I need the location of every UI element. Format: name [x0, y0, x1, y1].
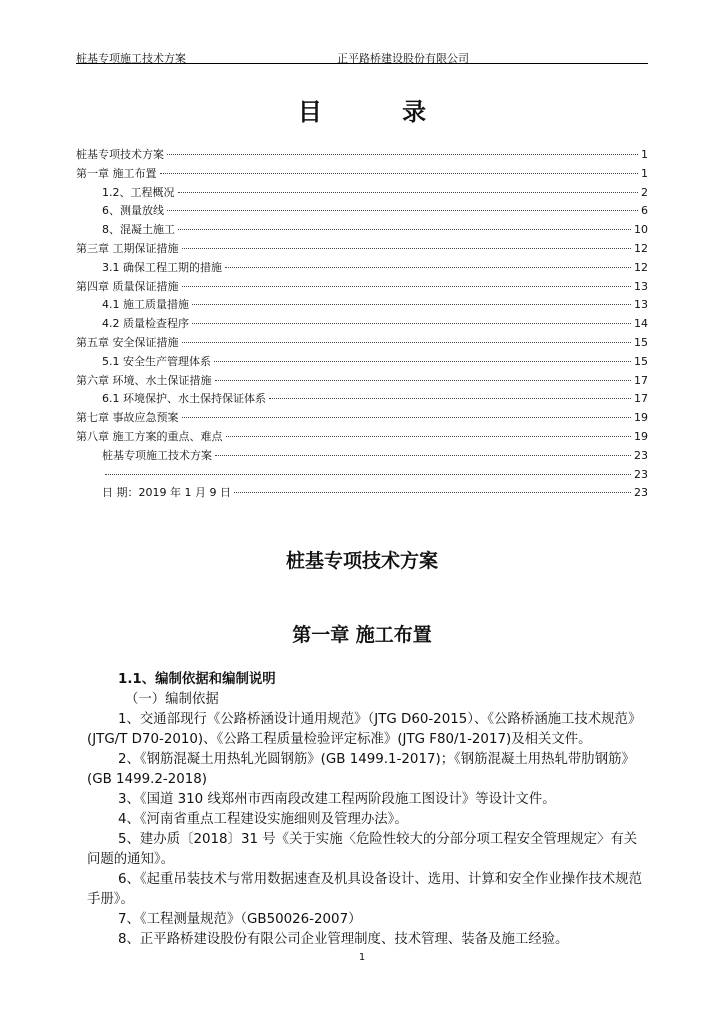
toc-entry-label: 第一章 施工布置	[76, 166, 157, 180]
toc-entry-label: 4.2 质量检查程序	[102, 317, 189, 331]
toc-dot-leader	[215, 455, 631, 456]
toc-entry-page: 6	[641, 204, 648, 218]
toc-entry-page: 15	[634, 335, 648, 349]
main-title: 桩基专项技术方案	[285, 550, 438, 572]
toc-entry-page: 2	[641, 185, 648, 199]
toc-entry[interactable]	[76, 447, 648, 466]
toc-entry-label: 第五章 安全保证措施	[76, 335, 179, 349]
toc-entry-page: 15	[634, 354, 648, 368]
toc-dot-leader	[234, 492, 631, 493]
toc-entry[interactable]	[76, 315, 648, 334]
toc-entry-page: 19	[634, 429, 648, 443]
toc-entry[interactable]	[76, 165, 648, 184]
toc-entry-page: 23	[634, 467, 648, 481]
toc-entry-label: 日 期：2019 年 1 月 9 日	[102, 486, 231, 500]
toc-entry-label: 6、测量放线	[102, 204, 164, 218]
toc-dot-leader	[182, 342, 632, 343]
toc-entry-label: 5.1 安全生产管理体系	[102, 354, 211, 368]
paragraph: 1、交通部现行《公路桥涵设计通用规范》（JTG D60-2015）、《公路桥涵施工技术规范》(JTG/T D70-2010)、《公路工程质量检验评定标准》(JTG F80/1-2017)及相关文件。	[87, 712, 642, 747]
paragraph: 8、正平路桥建设股份有限公司企业管理制度、技术管理、装备及施工经验。	[118, 932, 569, 947]
toc-dot-leader	[182, 417, 632, 418]
toc-entry[interactable]	[76, 221, 648, 240]
toc-dot-leader	[167, 210, 638, 211]
page-number: 1	[358, 952, 366, 963]
toc-entry-label: 桩基专项技术方案	[76, 148, 164, 161]
toc-entry-page: 23	[634, 486, 648, 500]
toc-entry-page: 17	[634, 373, 648, 387]
toc-entry[interactable]	[76, 484, 648, 503]
toc-entry-page: 17	[634, 392, 648, 406]
toc-entry-label: 4.1 施工质量措施	[102, 298, 189, 312]
toc-dot-leader	[214, 361, 631, 362]
toc-entry-label: 第八章 施工方案的重点、难点	[76, 429, 223, 443]
toc-entry-page: 14	[634, 317, 648, 331]
paragraph: 5、建办质〔2018〕31 号《关于实施〈危险性较大的分部分项工程安全管理规定〉有关问题的通知》。	[87, 832, 638, 867]
toc-entry[interactable]	[76, 184, 648, 203]
toc-entry-label: 第四章 质量保证措施	[76, 279, 179, 293]
toc-entry[interactable]	[76, 428, 648, 447]
paragraph: 6、《起重吊装技术与常用数据速查及机具设备设计、选用、计算和安全作业操作技术规范手册》。	[87, 872, 643, 907]
toc-dot-leader	[178, 192, 639, 193]
toc-entry[interactable]	[76, 240, 648, 259]
toc-entry-page: 19	[634, 411, 648, 425]
toc-dot-leader	[178, 229, 631, 230]
toc-dot-leader	[182, 248, 632, 249]
paragraph: 2、《钢筋混凝土用热轧光圆钢筋》(GB 1499.1-2017)；《钢筋混凝土用热轧带肋钢筋》(GB 1499.2-2018)	[87, 752, 635, 787]
table-of-contents	[76, 146, 648, 503]
toc-entry[interactable]	[76, 372, 648, 391]
toc-entry-page: 1	[641, 166, 648, 180]
paragraph: 4、《河南省重点工程建设实施细则及管理办法》。	[118, 812, 408, 827]
toc-entry-label: 桩基专项施工技术方案	[102, 448, 212, 462]
toc-entry[interactable]	[76, 409, 648, 428]
toc-entry[interactable]	[76, 146, 648, 165]
toc-entry-page: 1	[641, 148, 648, 161]
toc-entry-label: 第七章 事故应急预案	[76, 411, 179, 425]
toc-dot-leader	[215, 380, 632, 381]
toc-entry[interactable]	[76, 278, 648, 297]
subsection-title: （一）编制依据	[125, 692, 219, 707]
chapter-title: 第一章 施工布置	[292, 624, 432, 646]
toc-entry[interactable]	[76, 296, 648, 315]
toc-entry-label: 6.1 环境保护、水土保持保证体系	[102, 392, 266, 406]
toc-entry-label: 8、混凝土施工	[102, 223, 175, 237]
toc-entry[interactable]	[76, 353, 648, 372]
toc-dot-leader	[192, 304, 631, 305]
section-title: 1.1、编制依据和编制说明	[118, 672, 276, 687]
toc-entry-page: 12	[634, 260, 648, 274]
toc-dot-leader	[105, 474, 631, 475]
toc-title: 目 录	[297, 98, 463, 126]
toc-entry-page: 12	[634, 241, 648, 255]
toc-dot-leader	[192, 323, 631, 324]
toc-entry[interactable]	[76, 334, 648, 353]
paragraph: 7、《工程测量规范》（GB50026-2007）	[118, 912, 362, 927]
toc-dot-leader	[226, 436, 632, 437]
toc-entry-label: 第六章 环境、水土保证措施	[76, 373, 212, 387]
toc-entry[interactable]	[76, 202, 648, 221]
toc-entry-label: 3.1 确保工程工期的措施	[102, 260, 222, 274]
toc-entry[interactable]	[76, 466, 648, 485]
toc-dot-leader	[269, 398, 631, 399]
paragraph: 3、《国道 310 线郑州市西南段改建工程两阶段施工图设计》等设计文件。	[118, 792, 556, 807]
header-doc-title: 桩基专项施工技术方案	[76, 52, 186, 65]
header-rule	[76, 63, 648, 64]
toc-entry-page: 13	[634, 279, 648, 293]
toc-entry[interactable]	[76, 390, 648, 409]
toc-entry-page: 10	[634, 223, 648, 237]
header-company-name: 正平路桥建设股份有限公司	[337, 52, 469, 65]
toc-entry-page: 23	[634, 448, 648, 462]
toc-dot-leader	[167, 154, 638, 155]
toc-entry-label: 第三章 工期保证措施	[76, 241, 179, 255]
toc-dot-leader	[182, 286, 632, 287]
toc-entry-label: 1.2、工程概况	[102, 185, 175, 199]
toc-dot-leader	[160, 173, 639, 174]
body-text	[87, 670, 647, 950]
toc-entry[interactable]	[76, 259, 648, 278]
toc-dot-leader	[225, 267, 631, 268]
toc-entry-page: 13	[634, 298, 648, 312]
